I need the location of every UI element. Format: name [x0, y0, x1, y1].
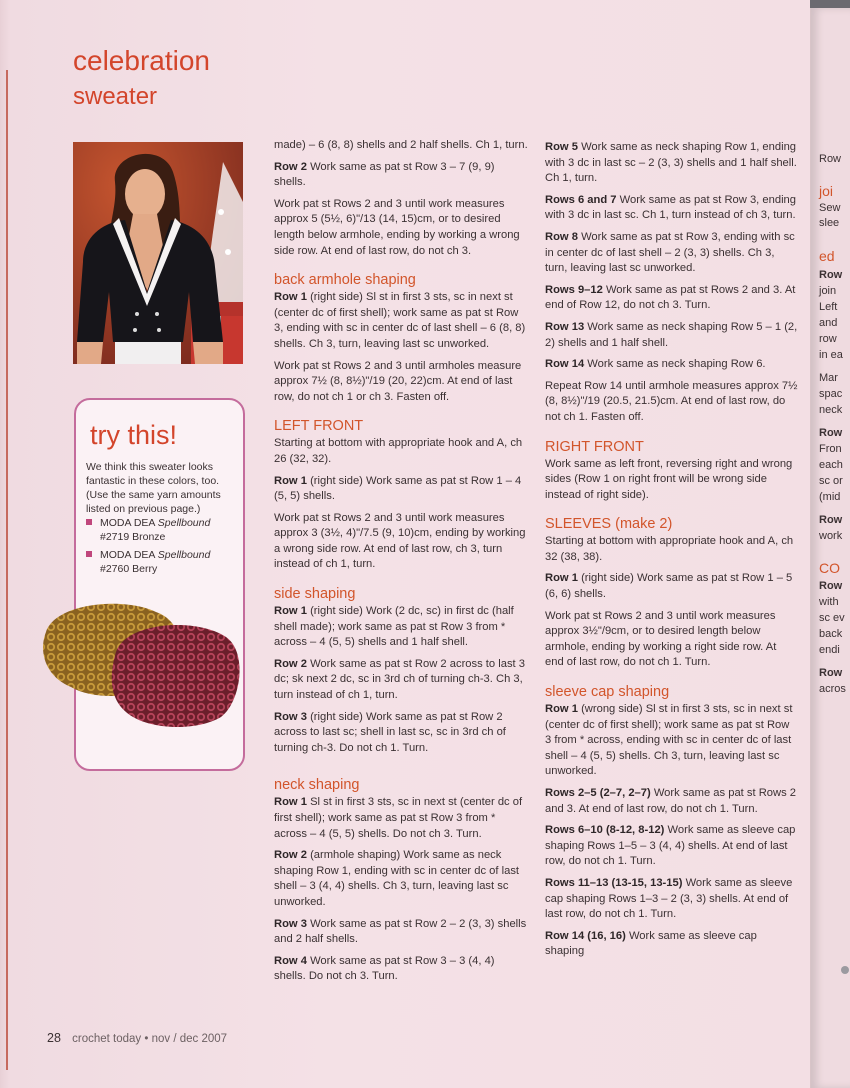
yarn-color: #2719 Bronze: [100, 531, 166, 543]
paragraph: [545, 457, 798, 504]
row-label: Row 2: [274, 657, 307, 670]
paragraph-text: (armhole shaping) Work same as neck shaping Row 1, ending with sc in center dc of last shell – 3 (4, 4) shells. Ch 3, turn, leaving last sc unworked.: [274, 849, 520, 908]
paragraph-text: Work same as pat st Row 3, ending with sc in center dc of last shell – 2 (3, 3) shells. Ch 3, turn, leaving last sc unworked.: [545, 230, 795, 275]
fragment: Left: [819, 301, 838, 313]
publication-name: crochet today: [72, 1033, 142, 1045]
row-label: Row 14 (16, 16): [545, 929, 626, 942]
fragment: sc ev: [819, 612, 845, 624]
yarn-suggestions: [86, 516, 236, 580]
try-this-title: try this!: [90, 420, 178, 450]
yarn-name: Spellbound: [157, 549, 211, 561]
fragment: work: [819, 530, 843, 542]
fragment: CO: [819, 560, 840, 576]
fragment: Row: [819, 580, 843, 592]
paragraph-text: (right side) Work same as pat st Row 1 – 5 (6, 6) shells.: [545, 572, 793, 601]
paragraph-text: Work same as left front, reversing right and wrong sides (Row 1 on right front will be wrong side instead of right side).: [545, 457, 793, 501]
paragraph: [274, 436, 529, 467]
list-item: [86, 548, 236, 576]
fragment: Row: [819, 667, 843, 679]
page-binding-edge: [0, 0, 10, 1088]
row-label: Rows 11–13 (13-15, 13-15): [545, 876, 683, 889]
paragraph-text: Work pat st Rows 2 and 3 until work measures approx 3½"/9cm, or to desired length below armhole, ending by working a right side row. At end of last row, do not ch 1. Turn.: [545, 609, 777, 669]
next-page-edge: [810, 8, 850, 1088]
paragraph-text: Sl st in first 3 sts, sc in next st (center dc of first shell); work same as pat st Row 3 from * across – 4 (5, 5) shells. Do not ch 3. Turn.: [274, 796, 523, 840]
fragment: join: [819, 285, 837, 297]
square-bullet-icon: [86, 519, 92, 525]
row-label: Row 3: [274, 917, 307, 930]
paragraph: [274, 359, 529, 406]
section-heading: sleeve cap shaping: [545, 684, 670, 701]
paragraph: [545, 283, 798, 314]
try-this-box: [74, 398, 245, 771]
row-label: Row 2: [274, 160, 307, 173]
paragraph: [274, 954, 529, 985]
page-number: 28: [47, 1031, 61, 1045]
row-label: Row 3: [274, 710, 307, 723]
paragraph: [545, 702, 798, 780]
row-label: Rows 6 and 7: [545, 193, 617, 206]
fragment: Row: [819, 269, 843, 281]
paragraph-text: Work pat st Rows 2 and 3 until armholes measure approx 7½ (8, 8½)"/19 (20, 22)cm. At end of last row, do not ch 1 or ch 3. Fasten off.: [274, 359, 522, 403]
paragraph-text: Starting at bottom with appropriate hook and A, ch 32 (38, 38).: [545, 535, 794, 563]
paragraph-text: Work same as pat st Row 3, ending with 3 dc in last sc. Ch 1, turn instead of ch 3, turn.: [545, 193, 796, 222]
fragment: ed: [819, 248, 835, 264]
paragraph: [274, 197, 529, 259]
paragraph: [274, 604, 529, 651]
row-label: Rows 6–10 (8-12, 8-12): [545, 824, 665, 837]
section-heading: side shaping: [274, 586, 356, 603]
instructions-column-1: [274, 138, 529, 991]
paragraph-text: Starting at bottom with appropriate hook and A, ch 26 (32, 32).: [274, 437, 523, 465]
page-title: celebration: [73, 45, 210, 76]
section-heading: back armhole shaping: [274, 272, 416, 289]
fragment: Row: [819, 153, 842, 165]
paragraph-text: Work same as pat st Rows 2 and 3. At end of Row 12, do not ch 3. Turn.: [545, 283, 796, 312]
square-bullet-icon: [86, 551, 92, 557]
fragment: slee: [819, 217, 840, 229]
yarn-name: Spellbound: [157, 517, 211, 529]
paragraph: [545, 357, 798, 373]
issue-date: nov / dec 2007: [151, 1033, 228, 1045]
paragraph-text: Work pat st Rows 2 and 3 until work measures approx 3 (3½, 4)"/7.5 (9, 10)cm, ending by working a wrong side row. At end of last row, ch 3, turn instead of ch 1, turn.: [274, 511, 526, 571]
list-item: [86, 516, 236, 544]
fragment: Fron: [819, 443, 842, 455]
bullet-separator: •: [144, 1033, 149, 1045]
fragment: Mar: [819, 372, 838, 384]
fragment: with: [819, 596, 839, 608]
yarn-brand: MODA DEA: [100, 517, 155, 529]
paragraph-text: Work same as neck shaping Row 1, ending with 3 dc in last sc – 2 (3, 3) shells and 1 half shell. Ch 1, turn.: [545, 141, 797, 185]
row-label: Row 1: [274, 796, 307, 809]
section-heading: SLEEVES (make 2): [545, 516, 673, 533]
paragraph: [274, 474, 529, 505]
fragment: in ea: [819, 349, 843, 361]
row-label: Rows 2–5 (2–7, 2–7): [545, 787, 651, 799]
paragraph-text: Work same as pat st Row 3 – 3 (4, 4) shells. Do not ch 3. Turn.: [274, 954, 495, 983]
paragraph: [274, 917, 529, 948]
row-label: Row 2: [274, 849, 307, 862]
paragraph-text: (wrong side) Sl st in first 3 sts, sc in next st (center dc of first shell); work same as pat st Row 3 from * across, ending with sc in center dc of last shell – 4 (5, 5) shells. Ch 3, turn, leaving last sc unworked.: [545, 703, 793, 778]
paragraph: [545, 140, 798, 187]
paragraph: [274, 290, 529, 352]
paragraph: [274, 511, 529, 573]
yarn-brand: MODA DEA: [100, 549, 155, 561]
page-subtitle: sweater: [73, 83, 158, 110]
row-label: Row 13: [545, 320, 585, 333]
row-label: Row 8: [545, 230, 578, 243]
row-label: Row 14: [545, 358, 585, 371]
fragment: spac: [819, 388, 843, 400]
section-heading: neck shaping: [274, 777, 360, 794]
row-label: Rows 9–12: [545, 283, 603, 296]
fragment: acros: [819, 683, 846, 695]
paragraph: [545, 320, 798, 351]
paragraph: [545, 609, 798, 671]
fragment: Sew: [819, 202, 841, 214]
paragraph: [545, 823, 798, 870]
paragraph: [545, 929, 798, 960]
paragraph: [545, 230, 798, 277]
paragraph-text: (right side) Work same as pat st Row 2 across to last sc; shell in last sc, sc in 3rd ch of turning ch-3. Do not ch 1. Turn.: [274, 710, 506, 754]
paragraph-text: Work same as neck shaping Row 5 – 1 (2, 2) shells and 1 half shell.: [545, 320, 798, 349]
fragment: back: [819, 628, 843, 640]
fragment: each: [819, 459, 843, 471]
section-heading: LEFT FRONT: [274, 418, 364, 435]
row-label: Row 1: [274, 474, 307, 487]
fragment: joi: [819, 183, 834, 199]
paragraph: [545, 786, 798, 817]
fragment: (mid: [819, 491, 841, 503]
paragraph: [274, 795, 529, 842]
paragraph: [545, 534, 798, 565]
paragraph-text: Work pat st Rows 2 and 3 until work measures approx 5 (5½, 6)"/13 (14, 15)cm, or to desired length below armhole, ending by working a wrong side row. At end of last row, do not ch 3.: [274, 197, 520, 257]
row-label: Row 1: [274, 291, 307, 304]
model-photo-illustration: [73, 142, 243, 364]
paragraph-text: Work same as sleeve cap shaping Rows 1–3 – 2 (3, 3) shells. At end of last row, do not ch 1. Turn.: [545, 876, 793, 921]
paragraph-text: Work same as sleeve cap shaping Rows 1–5 – 3 (4, 4) shells. At end of last row, do not ch 1. Turn.: [545, 824, 796, 868]
paragraph: [274, 138, 529, 154]
paragraph-text: (right side) Work (2 dc, sc) in first dc (half shell made); work same as pat st Row 3 from * across – 4 (5, 5) shells and 1 half shell.: [274, 605, 514, 649]
row-label: Row 4: [274, 954, 307, 967]
paragraph-text: (right side) Work same as pat st Row 1 – 4 (5, 5) shells.: [274, 474, 522, 503]
try-this-text: We think this sweater looks fantastic in these colors, too. (Use the same yarn amounts listed on previous page.): [86, 461, 221, 515]
page-footer: [47, 1031, 227, 1045]
fragment: Row: [819, 514, 843, 526]
paragraph: [545, 876, 798, 923]
section-heading: RIGHT FRONT: [545, 438, 644, 455]
row-label: Row 5: [545, 141, 578, 153]
paragraph-text: Work same as neck shaping Row 6.: [587, 358, 766, 371]
row-label: Row 1: [545, 572, 578, 585]
fragment: endi: [819, 644, 840, 656]
paragraph: [274, 710, 529, 757]
paragraph-text: Work same as pat st Row 2 – 2 (3, 3) shells and 2 half shells.: [274, 917, 527, 946]
yarn-swatches-image: [36, 592, 246, 732]
paragraph: [545, 193, 798, 224]
fragment: and: [819, 317, 838, 329]
paragraph-text: Work same as pat st Row 2 across to last 3 dc; sk next 2 dc, sc in 3rd ch of turning ch-3. Ch 3, turn instead of ch 1, turn.: [274, 657, 525, 702]
paragraph-text: Repeat Row 14 until armhole measures approx 7½ (8, 8½)"/19 (20.5, 21.5)cm. At end of last row, do not ch 1. Fasten off.: [545, 379, 798, 423]
paragraph: [274, 848, 529, 910]
paragraph-text: Work same as pat st Row 3 – 7 (9, 9) shells.: [274, 160, 495, 189]
paragraph: [274, 160, 529, 191]
paragraph-text: (right side) Sl st in first 3 sts, sc in next st (center dc of first shell); work same as pat st Row 3, ending with sc in center dc of last shell – 6 (8, 8) shells. Ch 3, turn, leaving last sc unworked.: [274, 291, 526, 350]
paragraph: [274, 657, 529, 704]
paragraph-text: made) – 6 (8, 8) shells and 2 half shells. Ch 1, turn.: [274, 139, 528, 151]
bullet-dot: [841, 966, 849, 974]
row-label: Row 1: [274, 605, 307, 618]
fragment: row: [819, 333, 837, 345]
model-photo: [73, 142, 243, 364]
fragment: neck: [819, 404, 843, 416]
paragraph: [545, 571, 798, 602]
paragraph: [545, 379, 798, 426]
paragraph-text: Work same as sleeve cap shaping: [545, 929, 757, 958]
instructions-column-2: [545, 140, 798, 966]
fragment: Row: [819, 427, 843, 439]
row-label: Row 1: [545, 703, 578, 716]
fragment: sc or: [819, 475, 843, 487]
yarn-color: #2760 Berry: [100, 563, 158, 575]
paragraph-text: Work same as pat st Rows 2 and 3. At end of last row, do not ch 1. Turn.: [545, 787, 796, 815]
